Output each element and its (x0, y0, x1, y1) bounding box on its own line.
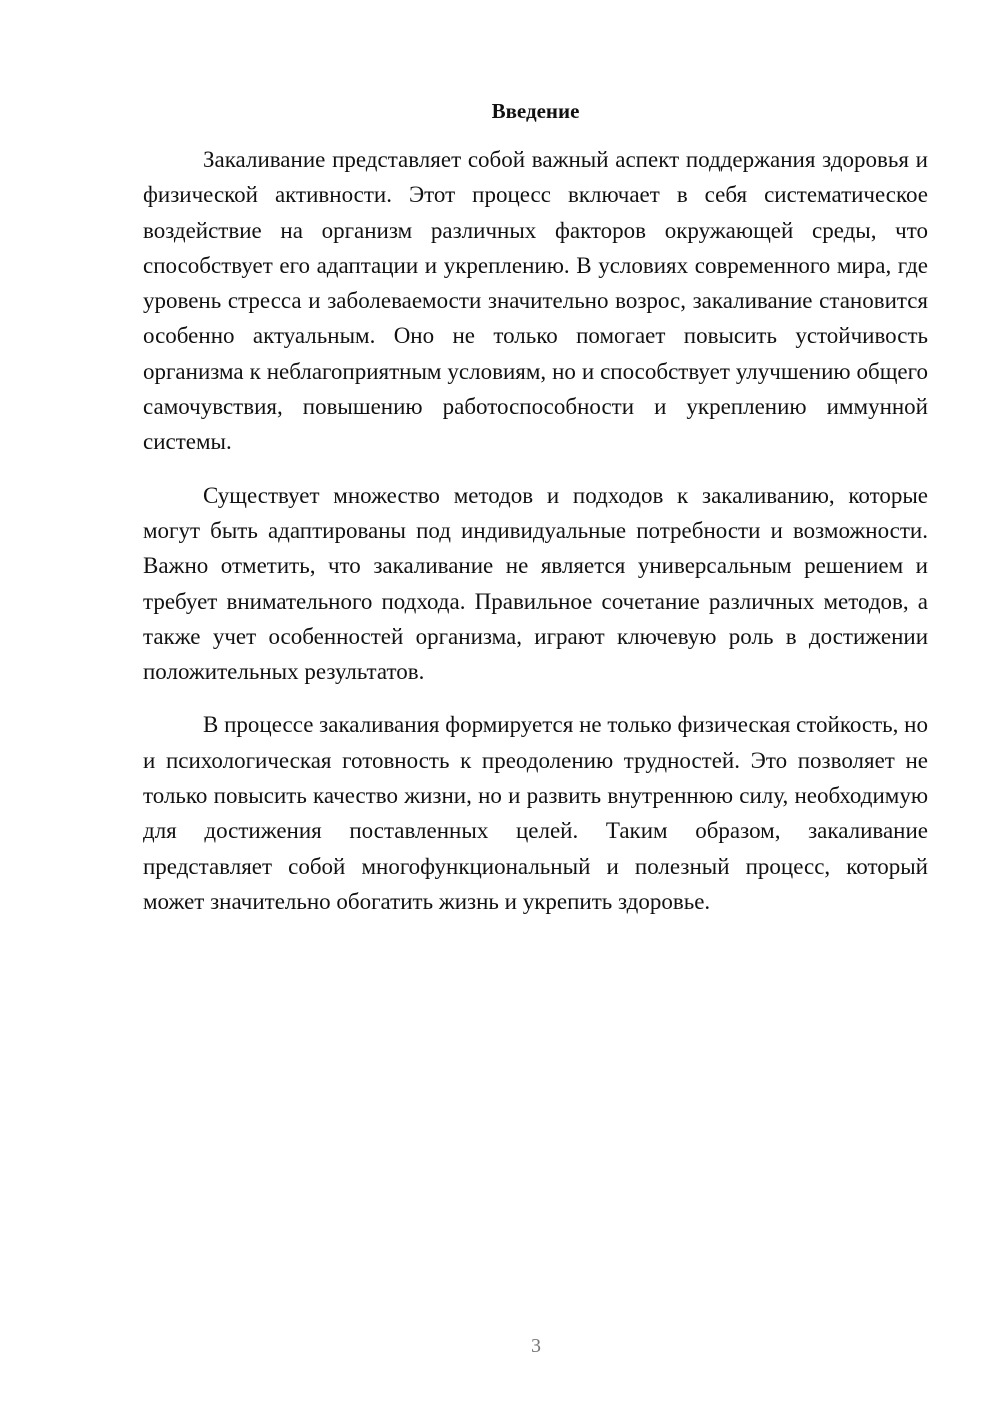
paragraph: Закаливание представляет собой важный аспект поддержания здоровья и физической активности. Этот процесс включает в себя систематическое воздействие на организм различных факторов окружающей среды, что способствует его адаптации и укреплению. В условиях современного мира, где уровень стресса и заболеваемости значительно возрос, закаливание становится особенно актуальным. Оно не только помогает повысить устойчивость организма к неблагоприятным условиям, но и способствует улучшению общего самочувствия, повышению работоспособности и укреплению иммунной системы. (143, 147, 928, 455)
paragraph: В процессе закаливания формируется не только физическая стойкость, но и психологическая готовность к преодолению трудностей. Это позволяет не только повысить качество жизни, но и развить внутреннюю силу, необходимую для достижения поставленных целей. Таким образом, закаливание представляет собой многофункциональный и полезный процесс, который может значительно обогатить жизнь и укрепить здоровье. (143, 712, 928, 914)
paragraph: Существует множество методов и подходов к закаливанию, которые могут быть адаптированы под индивидуальные потребности и возможности. Важно отметить, что закаливание не является универсальным решением и требует внимательного подхода. Правильное сочетание различных методов, а также учет особенностей организма, играют ключевую роль в достижении положительных результатов. (143, 482, 928, 685)
section-heading: Введение (491, 99, 580, 123)
body-text (143, 142, 928, 937)
page-number: 3 (531, 1335, 541, 1357)
